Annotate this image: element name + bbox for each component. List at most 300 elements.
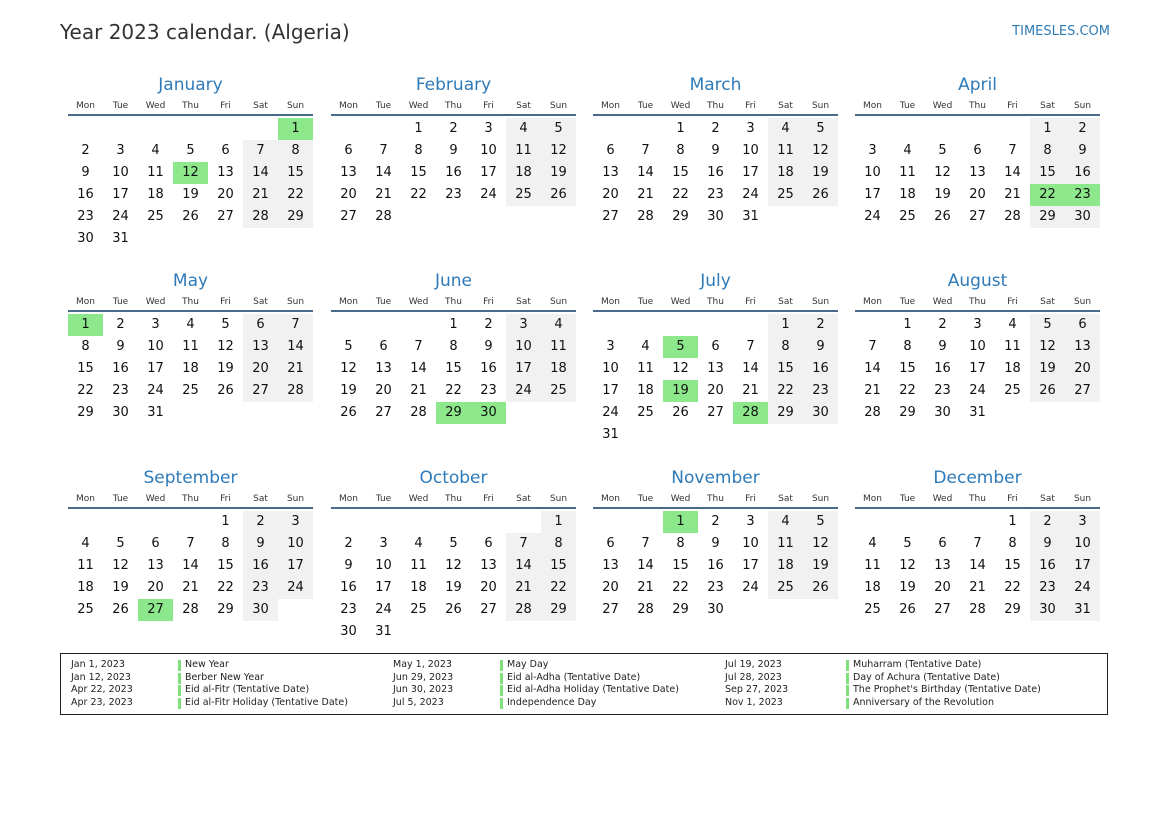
weekday-label: Tue <box>899 100 916 111</box>
day-cell: 15 <box>672 165 689 180</box>
day-cell: 24 <box>278 577 313 599</box>
weekday-header <box>855 490 1100 509</box>
weekday-label: Wed <box>670 493 691 504</box>
day-cell: 18 <box>541 358 576 380</box>
day-cell: 15 <box>672 558 689 573</box>
day-cell: 29 <box>217 602 234 617</box>
month-name: April <box>958 75 997 95</box>
empty-day-cell <box>208 118 243 140</box>
day-cell: 3 <box>506 314 541 336</box>
month-name: January <box>158 75 223 95</box>
site-link[interactable]: TIMESLES.COM <box>1012 24 1110 39</box>
day-cell: 14 <box>1004 165 1021 180</box>
day-cell: 13 <box>707 361 724 376</box>
weekday-header <box>593 97 838 116</box>
day-cell: 10 <box>602 361 619 376</box>
day-cell: 28 <box>410 405 427 420</box>
day-cell: 21 <box>243 184 278 206</box>
month-july <box>593 269 838 446</box>
day-cell: 2 <box>344 536 353 551</box>
day-cell: 9 <box>711 143 720 158</box>
weekday-label: Sat <box>516 296 531 307</box>
day-cell: 26 <box>803 184 838 206</box>
month-name: February <box>415 75 492 95</box>
month-name: March <box>689 75 742 95</box>
weekday-label: Tue <box>375 493 392 504</box>
empty-day-cell <box>331 511 366 533</box>
day-cell: 31 <box>147 405 164 420</box>
day-cell: 22 <box>445 383 462 398</box>
day-cell: 21 <box>410 383 427 398</box>
day-cell: 21 <box>637 187 654 202</box>
day-cell: 30 <box>803 402 838 424</box>
day-cell: 19 <box>445 580 462 595</box>
day-cell: 26 <box>217 383 234 398</box>
day-cell: 3 <box>746 121 755 136</box>
empty-day-cell <box>628 314 663 336</box>
weekday-label: Thu <box>969 100 986 111</box>
day-cell: 16 <box>340 580 357 595</box>
weekday-label: Mon <box>863 493 882 504</box>
day-cell: 10 <box>1065 533 1100 555</box>
weekday-label: Wed <box>670 100 691 111</box>
empty-day-cell <box>138 511 173 533</box>
day-cell: 12 <box>803 140 838 162</box>
day-cell: 3 <box>973 317 982 332</box>
month-january <box>68 73 313 250</box>
holiday-date: Jun 29, 2023 <box>393 671 454 683</box>
weekday-label: Tue <box>375 100 392 111</box>
day-cell: 16 <box>803 358 838 380</box>
weekday-label: Mon <box>339 493 358 504</box>
weekday-label: Thu <box>445 493 462 504</box>
day-cell: 30 <box>340 624 357 639</box>
day-grid <box>331 511 576 643</box>
day-cell: 1 <box>1008 514 1017 529</box>
weekday-label: Fri <box>483 296 494 307</box>
month-name: August <box>947 271 1008 291</box>
day-cell: 26 <box>112 602 129 617</box>
holiday-marker-icon <box>500 660 503 671</box>
empty-day-cell <box>593 314 628 336</box>
holiday-date: Jun 30, 2023 <box>393 684 454 696</box>
day-cell: 10 <box>147 339 164 354</box>
day-cell: 7 <box>278 314 313 336</box>
holiday-name: The Prophet's Birthday (Tentative Date) <box>853 684 1041 696</box>
day-cell: 23 <box>803 380 838 402</box>
day-cell: 27 <box>243 380 278 402</box>
weekday-label: Fri <box>483 100 494 111</box>
day-cell: 4 <box>1008 317 1017 332</box>
day-cell: 19 <box>112 580 129 595</box>
holiday-date: Jan 1, 2023 <box>71 659 125 670</box>
day-cell: 18 <box>77 580 94 595</box>
day-cell: 26 <box>445 602 462 617</box>
holiday-marker-icon <box>178 660 181 671</box>
holiday-day-cell: 29 <box>436 402 471 424</box>
day-cell: 14 <box>182 558 199 573</box>
day-cell: 21 <box>182 580 199 595</box>
month-name: November <box>671 468 760 488</box>
day-cell: 27 <box>217 209 234 224</box>
day-cell: 12 <box>541 140 576 162</box>
empty-day-cell <box>366 314 401 336</box>
day-cell: 17 <box>506 358 541 380</box>
day-cell: 12 <box>899 558 916 573</box>
weekday-header <box>331 490 576 509</box>
weekday-label: Wed <box>408 296 429 307</box>
day-cell: 29 <box>899 405 916 420</box>
day-cell: 23 <box>340 602 357 617</box>
day-cell: 6 <box>938 536 947 551</box>
holiday-day-cell: 5 <box>663 336 698 358</box>
day-cell: 9 <box>116 339 125 354</box>
day-cell: 25 <box>899 209 916 224</box>
month-august <box>855 269 1100 424</box>
empty-day-cell <box>401 314 436 336</box>
day-cell: 4 <box>868 536 877 551</box>
weekday-label: Fri <box>745 296 756 307</box>
day-cell: 3 <box>379 536 388 551</box>
weekday-label: Sun <box>811 296 830 307</box>
weekday-label: Mon <box>76 296 95 307</box>
day-cell: 11 <box>182 339 199 354</box>
day-cell: 18 <box>147 187 164 202</box>
day-cell: 17 <box>864 187 881 202</box>
month-march <box>593 73 838 228</box>
day-cell: 5 <box>116 536 125 551</box>
empty-day-cell <box>698 314 733 336</box>
day-cell: 12 <box>803 533 838 555</box>
day-grid <box>68 314 313 424</box>
day-cell: 14 <box>278 336 313 358</box>
day-cell: 12 <box>217 339 234 354</box>
weekday-label: Thu <box>707 493 724 504</box>
holiday-day-cell: 22 <box>1030 184 1065 206</box>
empty-day-cell <box>628 511 663 533</box>
weekday-label: Sat <box>516 100 531 111</box>
day-cell: 25 <box>147 209 164 224</box>
empty-day-cell <box>366 118 401 140</box>
day-cell: 11 <box>1004 339 1021 354</box>
day-grid <box>593 511 838 621</box>
day-cell: 2 <box>938 317 947 332</box>
day-cell: 30 <box>707 602 724 617</box>
day-cell: 7 <box>641 143 650 158</box>
day-cell: 25 <box>1004 383 1021 398</box>
page-title: Year 2023 calendar. (Algeria) <box>60 20 350 44</box>
day-cell: 23 <box>1030 577 1065 599</box>
empty-day-cell <box>593 511 628 533</box>
day-cell: 13 <box>480 558 497 573</box>
day-cell: 2 <box>484 317 493 332</box>
holiday-name: Eid al-Fitr (Tentative Date) <box>185 684 310 696</box>
day-cell: 6 <box>243 314 278 336</box>
day-cell: 1 <box>414 121 423 136</box>
holiday-marker-icon <box>846 673 849 684</box>
day-cell: 12 <box>934 165 951 180</box>
day-cell: 21 <box>278 358 313 380</box>
day-cell: 18 <box>899 187 916 202</box>
day-cell: 16 <box>1065 162 1100 184</box>
day-cell: 15 <box>899 361 916 376</box>
empty-day-cell <box>243 118 278 140</box>
day-cell: 24 <box>375 602 392 617</box>
day-cell: 15 <box>217 558 234 573</box>
day-cell: 18 <box>1004 361 1021 376</box>
weekday-label: Thu <box>182 296 199 307</box>
day-cell: 10 <box>480 143 497 158</box>
day-cell: 11 <box>637 361 654 376</box>
day-cell: 18 <box>637 383 654 398</box>
day-cell: 17 <box>147 361 164 376</box>
day-cell: 12 <box>672 361 689 376</box>
day-cell: 9 <box>484 339 493 354</box>
weekday-label: Mon <box>601 100 620 111</box>
weekday-label: Sun <box>286 296 305 307</box>
day-cell: 2 <box>449 121 458 136</box>
weekday-label: Mon <box>601 296 620 307</box>
day-cell: 28 <box>506 599 541 621</box>
holiday-marker-icon <box>178 685 181 696</box>
day-cell: 16 <box>77 187 94 202</box>
empty-day-cell <box>68 118 103 140</box>
weekday-label: Sun <box>1073 493 1092 504</box>
weekday-label: Sat <box>778 100 793 111</box>
empty-day-cell <box>68 511 103 533</box>
holiday-day-cell: 28 <box>733 402 768 424</box>
empty-day-cell <box>471 511 506 533</box>
weekday-label: Wed <box>145 100 166 111</box>
day-cell: 29 <box>672 602 689 617</box>
day-cell: 16 <box>1030 555 1065 577</box>
day-cell: 11 <box>768 140 803 162</box>
day-cell: 22 <box>768 380 803 402</box>
day-cell: 17 <box>602 383 619 398</box>
weekday-label: Sat <box>253 296 268 307</box>
day-grid <box>68 511 313 621</box>
empty-day-cell <box>173 511 208 533</box>
day-grid <box>331 314 576 424</box>
day-cell: 9 <box>344 558 353 573</box>
day-cell: 6 <box>221 143 230 158</box>
holiday-marker-icon <box>846 660 849 671</box>
day-cell: 13 <box>602 558 619 573</box>
weekday-label: Sat <box>778 296 793 307</box>
weekday-header <box>855 97 1100 116</box>
weekday-label: Sat <box>516 493 531 504</box>
weekday-label: Thu <box>707 296 724 307</box>
day-cell: 3 <box>116 143 125 158</box>
day-cell: 4 <box>768 511 803 533</box>
empty-day-cell <box>890 511 925 533</box>
holiday-name: Anniversary of the Revolution <box>853 697 994 709</box>
day-cell: 14 <box>864 361 881 376</box>
day-cell: 7 <box>506 533 541 555</box>
weekday-label: Thu <box>182 100 199 111</box>
day-cell: 12 <box>340 361 357 376</box>
weekday-label: Wed <box>408 100 429 111</box>
day-cell: 5 <box>344 339 353 354</box>
day-cell: 13 <box>147 558 164 573</box>
weekday-label: Tue <box>637 296 654 307</box>
day-cell: 26 <box>899 602 916 617</box>
day-cell: 2 <box>116 317 125 332</box>
day-cell: 25 <box>410 602 427 617</box>
day-cell: 10 <box>742 143 759 158</box>
day-cell: 23 <box>707 580 724 595</box>
day-cell: 16 <box>934 361 951 376</box>
day-cell: 7 <box>1008 143 1017 158</box>
day-cell: 12 <box>445 558 462 573</box>
empty-day-cell <box>173 118 208 140</box>
weekday-label: Sat <box>1040 493 1055 504</box>
day-cell: 19 <box>934 187 951 202</box>
day-grid <box>855 314 1100 424</box>
day-cell: 1 <box>768 314 803 336</box>
day-cell: 24 <box>112 209 129 224</box>
holiday-marker-icon <box>500 685 503 696</box>
day-cell: 12 <box>112 558 129 573</box>
day-cell: 30 <box>1030 599 1065 621</box>
weekday-label: Tue <box>637 100 654 111</box>
day-cell: 2 <box>81 143 90 158</box>
day-cell: 28 <box>637 602 654 617</box>
day-cell: 17 <box>1065 555 1100 577</box>
holiday-name: Eid al-Fitr Holiday (Tentative Date) <box>185 697 348 709</box>
day-cell: 4 <box>903 143 912 158</box>
holiday-day-cell: 23 <box>1065 184 1100 206</box>
holiday-date: Apr 23, 2023 <box>71 697 133 709</box>
day-cell: 24 <box>969 383 986 398</box>
holiday-day-cell: 1 <box>278 118 313 140</box>
day-cell: 11 <box>899 165 916 180</box>
day-cell: 18 <box>182 361 199 376</box>
day-cell: 29 <box>77 405 94 420</box>
day-cell: 20 <box>969 187 986 202</box>
day-cell: 3 <box>606 339 615 354</box>
weekday-label: Sun <box>549 493 568 504</box>
day-cell: 23 <box>480 383 497 398</box>
day-cell: 21 <box>637 580 654 595</box>
day-cell: 7 <box>746 339 755 354</box>
day-cell: 24 <box>1065 577 1100 599</box>
day-cell: 14 <box>637 165 654 180</box>
day-cell: 15 <box>541 555 576 577</box>
day-cell: 19 <box>1030 358 1065 380</box>
day-cell: 20 <box>934 580 951 595</box>
day-cell: 23 <box>77 209 94 224</box>
day-cell: 1 <box>676 121 685 136</box>
day-cell: 18 <box>768 162 803 184</box>
weekday-header <box>331 293 576 312</box>
day-cell: 22 <box>410 187 427 202</box>
weekday-label: Tue <box>899 493 916 504</box>
day-cell: 1 <box>1030 118 1065 140</box>
day-cell: 12 <box>1030 336 1065 358</box>
day-cell: 7 <box>186 536 195 551</box>
day-grid <box>593 314 838 446</box>
day-cell: 29 <box>1004 602 1021 617</box>
empty-day-cell <box>103 118 138 140</box>
day-cell: 10 <box>969 339 986 354</box>
day-cell: 7 <box>973 536 982 551</box>
day-cell: 11 <box>77 558 94 573</box>
day-cell: 26 <box>672 405 689 420</box>
empty-day-cell <box>506 511 541 533</box>
day-cell: 13 <box>340 165 357 180</box>
day-cell: 30 <box>707 209 724 224</box>
weekday-label: Mon <box>76 100 95 111</box>
holiday-date: Jul 28, 2023 <box>725 671 782 683</box>
day-cell: 18 <box>410 580 427 595</box>
weekday-label: Sun <box>286 493 305 504</box>
day-cell: 1 <box>449 317 458 332</box>
weekday-label: Mon <box>863 100 882 111</box>
day-cell: 5 <box>903 536 912 551</box>
day-cell: 1 <box>221 514 230 529</box>
day-cell: 10 <box>278 533 313 555</box>
day-cell: 8 <box>414 143 423 158</box>
empty-day-cell <box>890 118 925 140</box>
day-cell: 7 <box>414 339 423 354</box>
month-may <box>68 269 313 424</box>
day-cell: 28 <box>969 602 986 617</box>
weekday-header <box>593 293 838 312</box>
day-cell: 10 <box>864 165 881 180</box>
month-february <box>331 73 576 228</box>
day-cell: 31 <box>742 209 759 224</box>
day-cell: 19 <box>182 187 199 202</box>
day-cell: 17 <box>742 165 759 180</box>
day-cell: 21 <box>864 383 881 398</box>
day-cell: 25 <box>541 380 576 402</box>
day-cell: 13 <box>243 336 278 358</box>
month-november <box>593 466 838 621</box>
day-cell: 25 <box>864 602 881 617</box>
day-cell: 15 <box>410 165 427 180</box>
empty-day-cell <box>995 118 1030 140</box>
day-cell: 31 <box>112 231 129 246</box>
day-cell: 20 <box>480 580 497 595</box>
day-cell: 18 <box>768 555 803 577</box>
day-cell: 24 <box>742 580 759 595</box>
day-cell: 2 <box>1065 118 1100 140</box>
day-cell: 14 <box>742 361 759 376</box>
weekday-label: Sat <box>778 493 793 504</box>
day-cell: 2 <box>803 314 838 336</box>
weekday-label: Fri <box>1007 493 1018 504</box>
day-cell: 9 <box>711 536 720 551</box>
weekday-label: Sun <box>549 296 568 307</box>
empty-day-cell <box>855 118 890 140</box>
day-grid <box>68 118 313 250</box>
day-cell: 26 <box>934 209 951 224</box>
weekday-label: Wed <box>670 296 691 307</box>
day-cell: 5 <box>541 118 576 140</box>
day-cell: 22 <box>1004 580 1021 595</box>
day-cell: 29 <box>278 206 313 228</box>
weekday-label: Fri <box>745 100 756 111</box>
day-cell: 8 <box>278 140 313 162</box>
day-cell: 28 <box>278 380 313 402</box>
day-cell: 13 <box>602 165 619 180</box>
day-cell: 5 <box>449 536 458 551</box>
day-cell: 14 <box>410 361 427 376</box>
weekday-label: Tue <box>375 296 392 307</box>
day-cell: 6 <box>344 143 353 158</box>
day-cell: 1 <box>903 317 912 332</box>
